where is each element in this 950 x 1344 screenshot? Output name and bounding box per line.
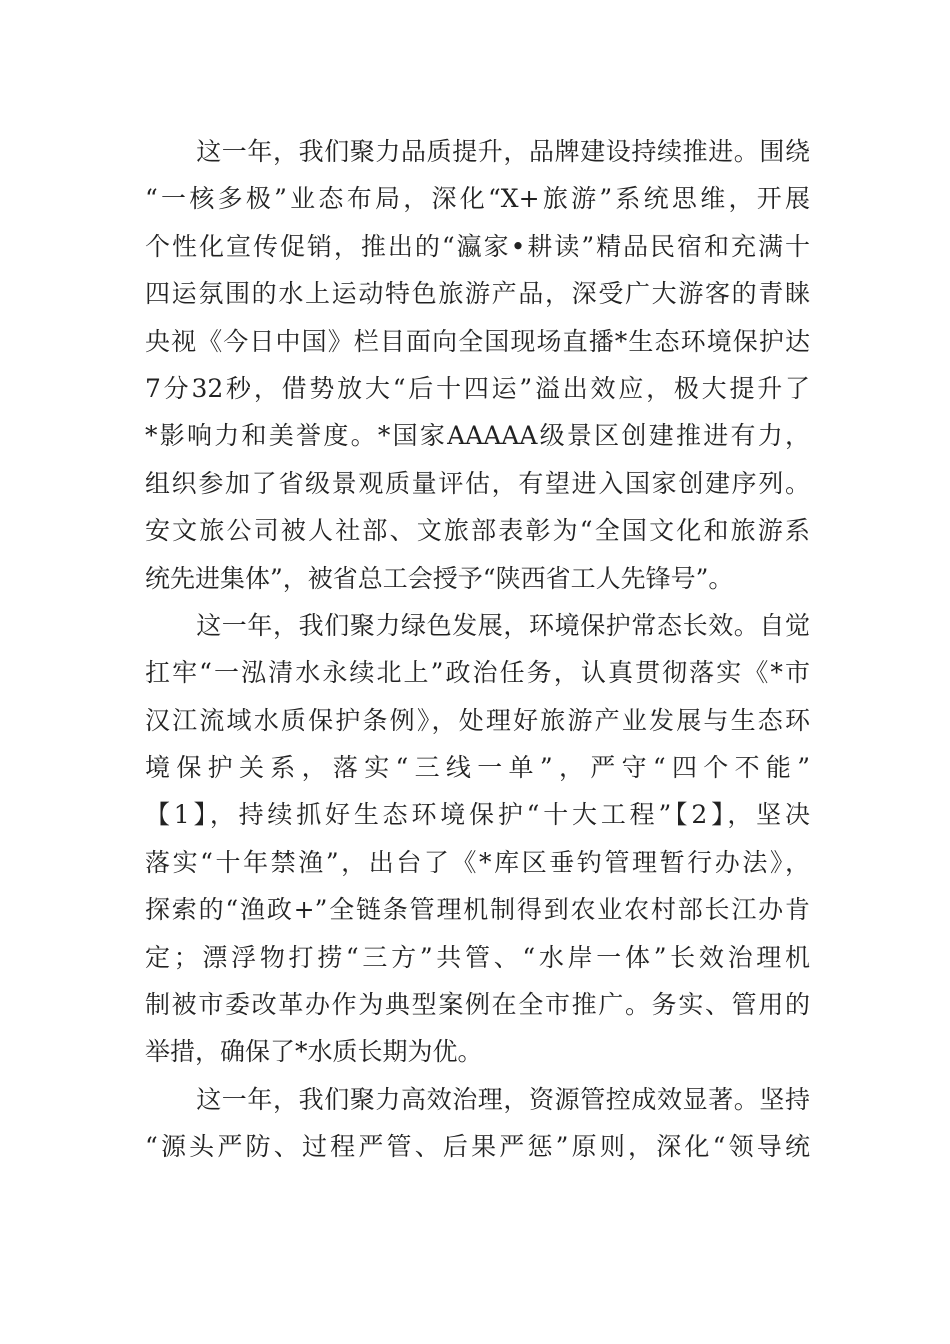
text-line: 汉江流域水质保护条例》，处理好旅游产业发展与生态环: [145, 705, 810, 735]
paragraph-green-development: [145, 602, 810, 1076]
text-line: 【1】，持续抓好生态环境保护“十大工程”【2】，坚决: [145, 800, 810, 830]
text-line: 举措，确保了*水质长期为优。: [145, 1037, 483, 1067]
text-line: 7分32秒，借势放大“后十四运”溢出效应，极大提升了: [145, 373, 810, 403]
text-line: 个性化宣传促销，推出的“瀛家•耕读”精品民宿和充满十: [145, 231, 810, 261]
text-line: 这一年，我们聚力品质提升，品牌建设持续推进。围绕: [145, 137, 810, 166]
text-line: 扛牢“一泓清水永续北上”政治任务，认真贯彻落实《*市: [145, 658, 810, 688]
document-body: [145, 128, 810, 1171]
text-line: 定；漂浮物打捞“三方”共管、“水岸一体”长效治理机: [145, 942, 810, 972]
text-line: 安文旅公司被人社部、文旅部表彰为“全国文化和旅游系: [145, 516, 810, 546]
text-line: 制被市委改革办作为典型案例在全市推广。务实、管用的: [145, 990, 810, 1020]
text-line: 探索的“渔政+”全链条管理机制得到农业农村部长江办肯: [145, 895, 810, 925]
text-line: 落实“十年禁渔”，出台了《*库区垂钓管理暂行办法》，: [145, 847, 810, 877]
paragraph-brand-quality: [145, 128, 810, 602]
text-line: 这一年，我们聚力高效治理，资源管控成效显著。坚持: [145, 1084, 810, 1114]
text-line: “一核多极”业态布局，深化“X+旅游”系统思维，开展: [145, 184, 810, 214]
text-line: 这一年，我们聚力绿色发展，环境保护常态长效。自觉: [145, 610, 810, 640]
text-line: 组织参加了省级景观质量评估，有望进入国家创建序列。: [145, 468, 810, 498]
paragraph-efficient-governance: [145, 1076, 810, 1171]
text-line: 四运氛围的水上运动特色旅游产品，深受广大游客的青睐: [145, 279, 810, 309]
text-line: 境保护关系，落实“三线一单”，严守“四个不能”: [145, 753, 810, 783]
text-line: 统先进集体”，被省总工会授予“陕西省工人先锋号”。: [145, 563, 734, 593]
text-line: “源头严防、过程严管、后果严惩”原则，深化“领导统: [145, 1132, 810, 1162]
text-line: 央视《今日中国》栏目面向全国现场直播*生态环境保护达: [145, 326, 810, 356]
text-line: *影响力和美誉度。*国家AAAAA级景区创建推进有力，: [145, 421, 810, 451]
